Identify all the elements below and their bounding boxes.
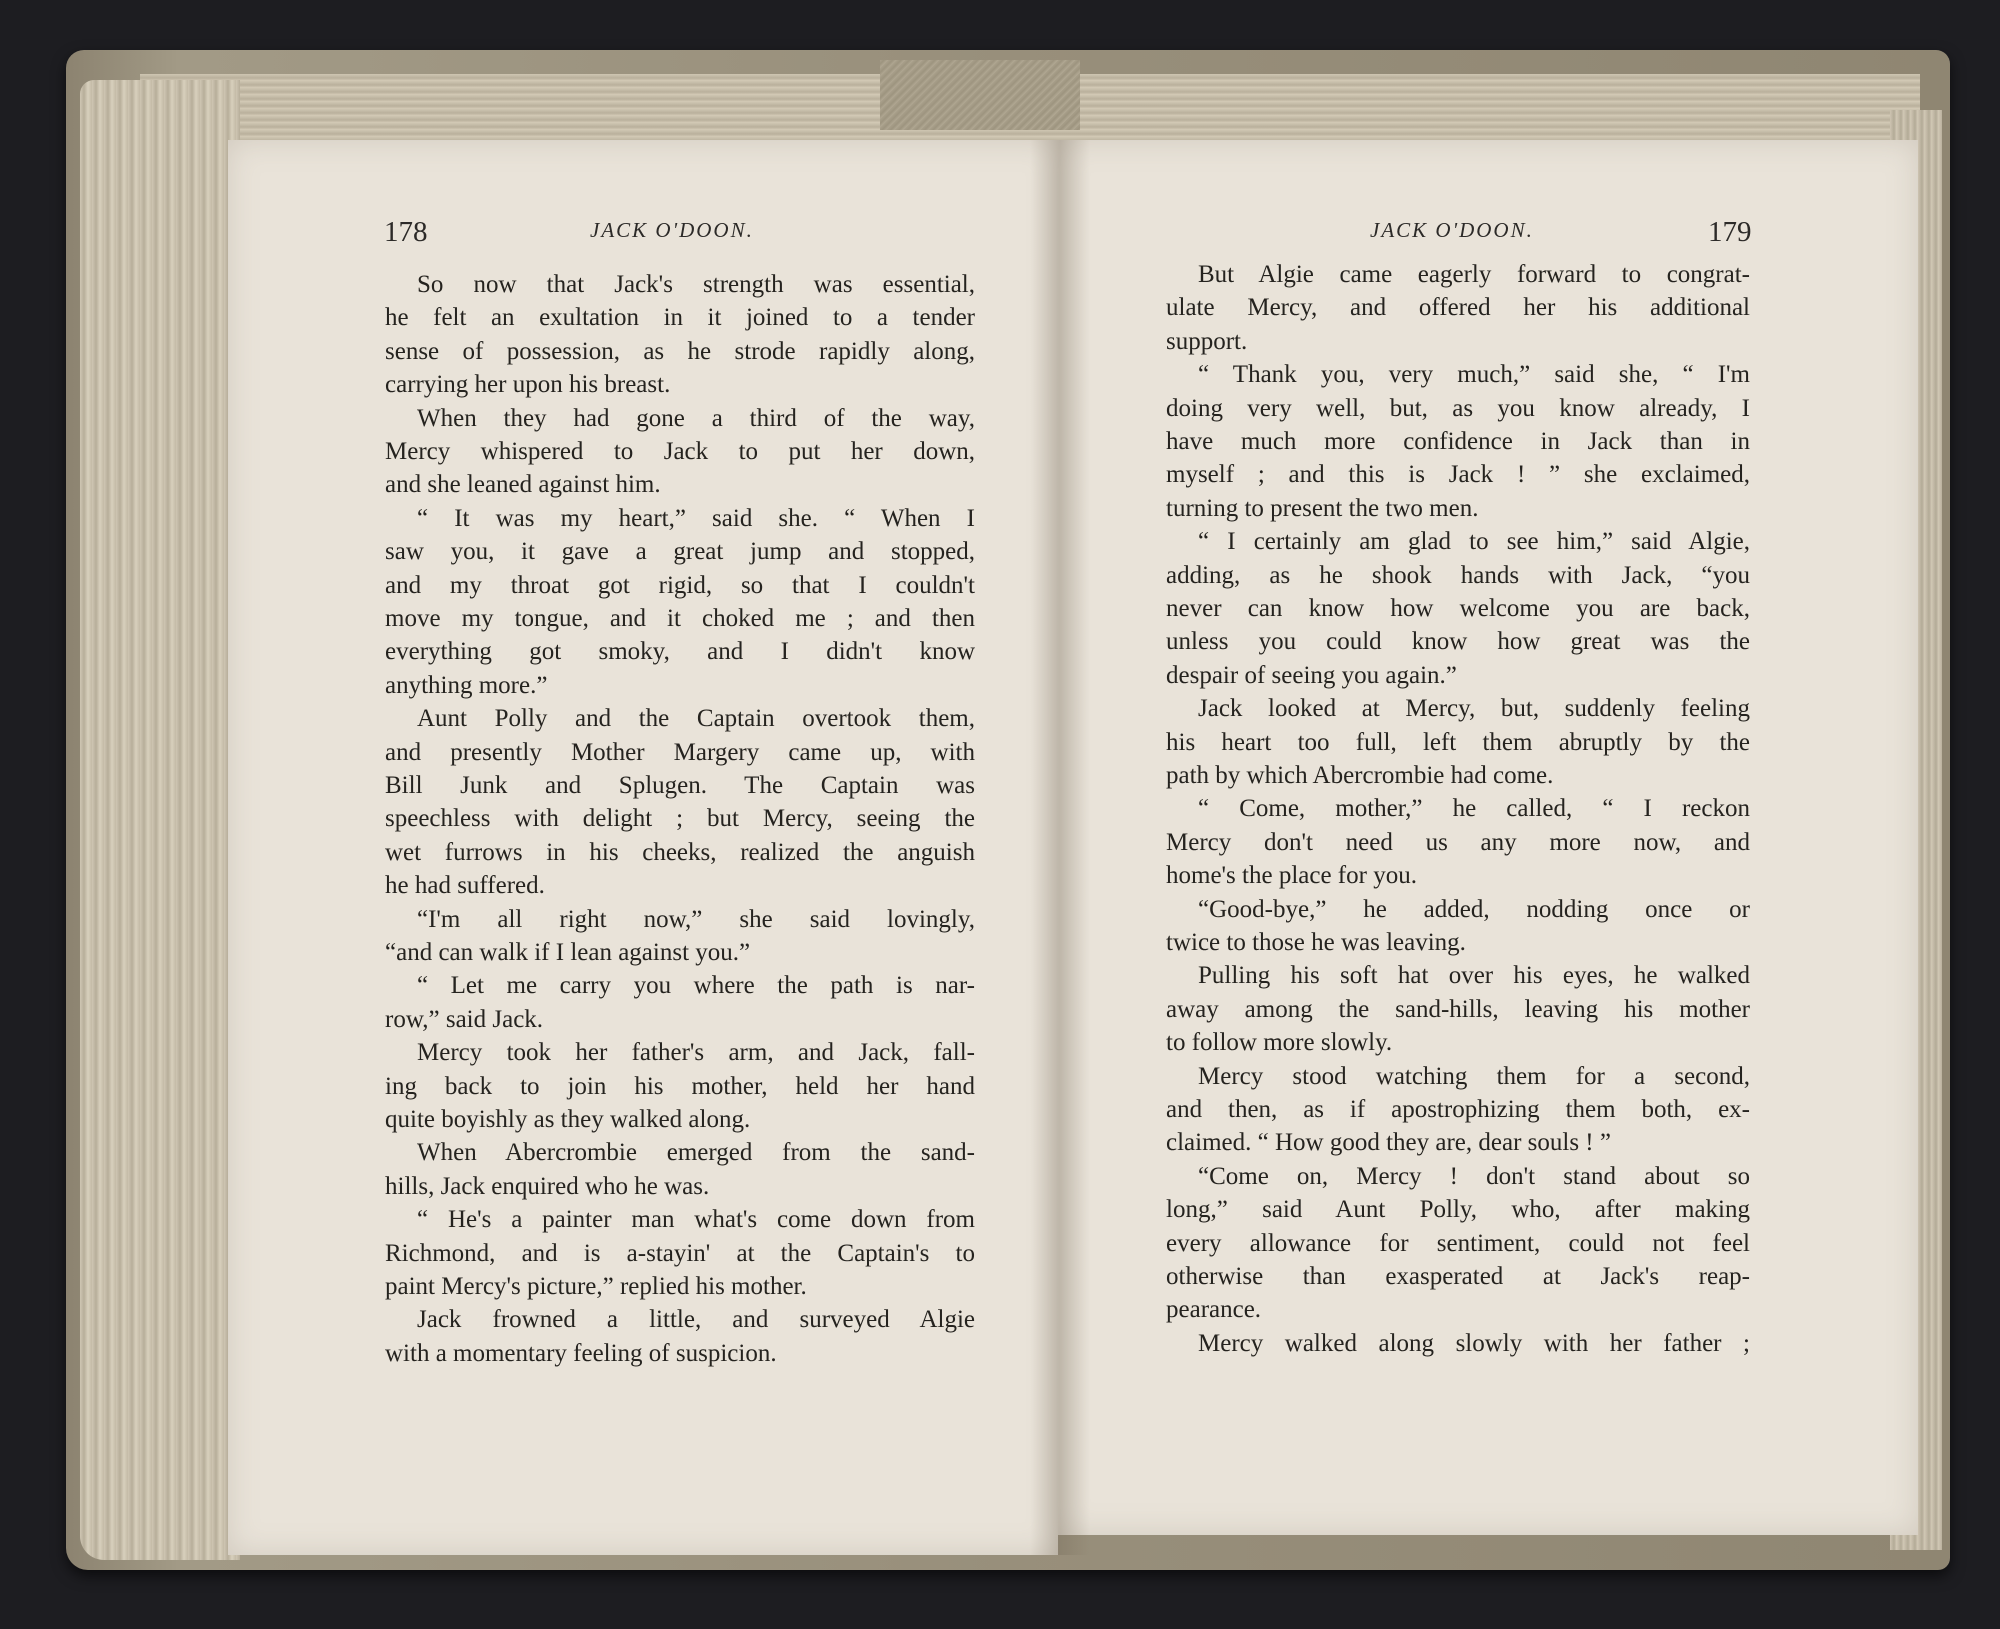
text-line: he felt an exultation in it joined to a tender (385, 304, 975, 332)
text-line: “ Come, mother,” he called, “ I reckon (1198, 795, 1750, 823)
text-line: turning to present the two men. (1166, 494, 1479, 522)
text-line: ulate Mercy, and offered her his additional (1166, 294, 1750, 322)
text-line: and presently Mother Margery came up, with (385, 738, 975, 766)
text-line: “ Let me carry you where the path is nar- (417, 972, 975, 1000)
text-line: So now that Jack's strength was essential, (417, 271, 975, 298)
text-line: “ Thank you, very much,” said she, “ I'm (1198, 361, 1750, 389)
text-line: “I'm all right now,” she said lovingly, (417, 905, 975, 933)
right-page-number: 179 (1708, 216, 1752, 248)
text-line: “Good-bye,” he added, nodding once or (1198, 895, 1750, 923)
text-line: long,” said Aunt Polly, who, after making (1166, 1196, 1750, 1224)
text-line: Jack frowned a little, and surveyed Algie (417, 1306, 975, 1334)
text-line: saw you, it gave a great jump and stopped, (385, 538, 975, 566)
left-page-number: 178 (384, 216, 428, 248)
text-line: despair of seeing you again.” (1166, 661, 1457, 689)
text-line: otherwise than exasperated at Jack's reap- (1166, 1263, 1750, 1290)
text-line: speechless with delight ; but Mercy, seeing the (385, 805, 975, 833)
text-line: move my tongue, and it choked me ; and then (385, 605, 975, 632)
text-line: “Come on, Mercy ! don't stand about so (1198, 1162, 1750, 1190)
text-line: carrying her upon his breast. (385, 371, 671, 399)
text-line: myself ; and this is Jack ! ” she exclaimed, (1166, 461, 1750, 489)
text-line: and she leaned against him. (385, 471, 661, 499)
text-line: away among the sand-hills, leaving his mother (1166, 995, 1750, 1023)
text-line: claimed. “ How good they are, dear souls ! ” (1166, 1129, 1611, 1157)
text-line: anything more.” (385, 671, 548, 699)
right-running-head: JACK O'DOON. (1370, 218, 1534, 242)
text-line: Richmond, and is a-stayin' at the Captain's to (385, 1239, 975, 1267)
text-line: Aunt Polly and the Captain overtook them, (417, 705, 975, 733)
text-line: with a momentary feeling of suspicion. (385, 1339, 777, 1367)
text-line: have much more confidence in Jack than in (1166, 428, 1750, 455)
text-line: When Abercrombie emerged from the sand- (417, 1139, 975, 1167)
text-line: doing very well, but, as you know already, I (1166, 394, 1750, 422)
text-line: sense of possession, as he strode rapidly along, (385, 337, 975, 365)
text-line: Mercy stood watching them for a second, (1198, 1062, 1750, 1090)
text-line: everything got smoky, and I didn't know (385, 638, 975, 666)
text-line: Mercy took her father's arm, and Jack, fall- (417, 1039, 975, 1067)
text-line: Pulling his soft hat over his eyes, he walked (1198, 962, 1750, 990)
text-line: pearance. (1166, 1296, 1262, 1324)
text-line: row,” said Jack. (385, 1005, 544, 1033)
text-line: every allowance for sentiment, could not feel (1166, 1229, 1750, 1257)
text-line: unless you could know how great was the (1166, 628, 1750, 656)
text-line: “and can walk if I lean against you.” (385, 939, 751, 966)
page-edges-left (80, 80, 240, 1560)
text-line: “ He's a painter man what's come down from (417, 1206, 975, 1234)
text-line: support. (1166, 327, 1248, 355)
text-line: When they had gone a third of the way, (417, 404, 975, 432)
text-line: Bill Junk and Splugen. The Captain was (385, 772, 975, 799)
text-line: ing back to join his mother, held her hand (385, 1072, 975, 1100)
text-line: “ It was my heart,” said she. “ When I (417, 504, 975, 532)
text-line: Mercy whispered to Jack to put her down, (385, 438, 975, 465)
text-line: “ I certainly am glad to see him,” said Algie, (1198, 528, 1750, 556)
text-line: and then, as if apostrophizing them both, ex- (1166, 1096, 1750, 1123)
text-line: Mercy don't need us any more now, and (1166, 828, 1750, 856)
text-line: path by which Abercrombie had come. (1166, 762, 1554, 789)
book-spine (880, 60, 1080, 130)
page-gutter (1030, 140, 1090, 1555)
text-line: Mercy walked along slowly with her father ; (1198, 1329, 1750, 1357)
text-line: he had suffered. (385, 872, 545, 900)
left-running-head: JACK O'DOON. (590, 218, 754, 242)
text-line: home's the place for you. (1166, 862, 1417, 890)
text-line: hills, Jack enquired who he was. (385, 1172, 710, 1200)
text-line: his heart too full, left them abruptly by the (1166, 728, 1750, 756)
text-line: But Algie came eagerly forward to congrat- (1198, 261, 1750, 288)
text-line: Jack looked at Mercy, but, suddenly feeling (1198, 695, 1750, 723)
text-line: paint Mercy's picture,” replied his mother. (385, 1273, 807, 1300)
text-line: never can know how welcome you are back, (1166, 595, 1750, 622)
text-line: twice to those he was leaving. (1166, 929, 1466, 956)
text-line: quite boyishly as they walked along. (385, 1106, 751, 1133)
text-line: wet furrows in his cheeks, realized the anguish (385, 838, 975, 866)
text-line: and my throat got rigid, so that I couldn't (385, 571, 975, 599)
text-line: adding, as he shook hands with Jack, “you (1166, 561, 1750, 589)
text-line: to follow more slowly. (1166, 1029, 1393, 1057)
